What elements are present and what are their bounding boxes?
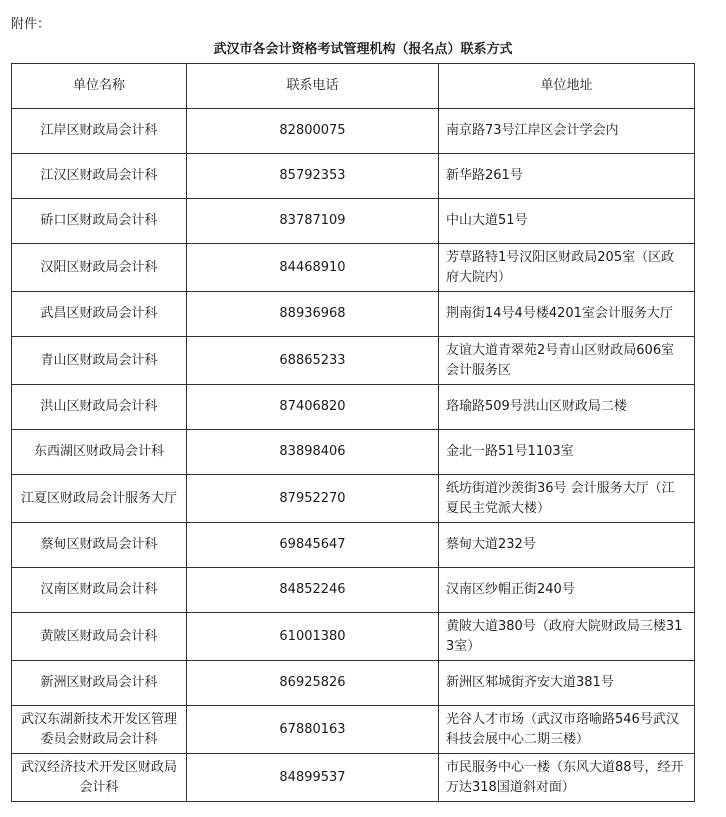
address-cell: 中山大道51号 bbox=[439, 199, 695, 244]
unit-name-cell: 蔡甸区财政局会计科 bbox=[12, 523, 187, 568]
header-phone: 联系电话 bbox=[187, 64, 439, 109]
table-row bbox=[12, 199, 695, 244]
document-title: 武汉市各会计资格考试管理机构（报名点）联系方式 bbox=[213, 42, 513, 57]
address-cell: 新华路261号 bbox=[439, 154, 695, 199]
phone-cell: 84899537 bbox=[187, 754, 439, 802]
table-row bbox=[12, 754, 695, 802]
address-cell: 金北一路51号1103室 bbox=[439, 430, 695, 475]
phone-cell: 82800075 bbox=[187, 109, 439, 154]
table-row bbox=[12, 430, 695, 475]
table-header-row bbox=[12, 64, 695, 109]
address-cell: 黄陂大道380号（政府大院财政局三楼313室） bbox=[439, 613, 695, 661]
contacts-table bbox=[11, 63, 695, 802]
table-row bbox=[12, 706, 695, 754]
unit-name-cell: 汉阳区财政局会计科 bbox=[12, 244, 187, 292]
unit-name-cell: 青山区财政局会计科 bbox=[12, 337, 187, 385]
phone-cell: 67880163 bbox=[187, 706, 439, 754]
address-cell: 新洲区邾城街齐安大道381号 bbox=[439, 661, 695, 706]
table-row bbox=[12, 613, 695, 661]
table-row bbox=[12, 523, 695, 568]
address-cell: 蔡甸大道232号 bbox=[439, 523, 695, 568]
table-row bbox=[12, 661, 695, 706]
unit-name-cell: 硚口区财政局会计科 bbox=[12, 199, 187, 244]
unit-name-cell: 武汉经济技术开发区财政局会计科 bbox=[12, 754, 187, 802]
phone-cell: 69845647 bbox=[187, 523, 439, 568]
unit-name-cell: 江夏区财政局会计服务大厅 bbox=[12, 475, 187, 523]
phone-cell: 68865233 bbox=[187, 337, 439, 385]
phone-cell: 61001380 bbox=[187, 613, 439, 661]
unit-name-cell: 武汉东湖新技术开发区管理委员会财政局会计科 bbox=[12, 706, 187, 754]
header-unit-name: 单位名称 bbox=[12, 64, 187, 109]
unit-name-cell: 江汉区财政局会计科 bbox=[12, 154, 187, 199]
address-cell: 南京路73号江岸区会计学会内 bbox=[439, 109, 695, 154]
phone-cell: 85792353 bbox=[187, 154, 439, 199]
phone-cell: 83787109 bbox=[187, 199, 439, 244]
phone-cell: 83898406 bbox=[187, 430, 439, 475]
table-row bbox=[12, 154, 695, 199]
phone-cell: 87406820 bbox=[187, 385, 439, 430]
phone-cell: 84468910 bbox=[187, 244, 439, 292]
attachment-label: 附件： bbox=[11, 17, 51, 32]
table-row bbox=[12, 292, 695, 337]
phone-cell: 88936968 bbox=[187, 292, 439, 337]
address-cell: 汉南区纱帽正街240号 bbox=[439, 568, 695, 613]
address-cell: 光谷人才市场（武汉市珞喻路546号武汉科技会展中心二期三楼） bbox=[439, 706, 695, 754]
address-cell: 芳草路特1号汉阳区财政局205室（区政府大院内） bbox=[439, 244, 695, 292]
table-row bbox=[12, 568, 695, 613]
unit-name-cell: 江岸区财政局会计科 bbox=[12, 109, 187, 154]
table-row bbox=[12, 475, 695, 523]
table-row bbox=[12, 337, 695, 385]
phone-cell: 86925826 bbox=[187, 661, 439, 706]
table-row bbox=[12, 385, 695, 430]
unit-name-cell: 汉南区财政局会计科 bbox=[12, 568, 187, 613]
unit-name-cell: 新洲区财政局会计科 bbox=[12, 661, 187, 706]
unit-name-cell: 洪山区财政局会计科 bbox=[12, 385, 187, 430]
phone-cell: 84852246 bbox=[187, 568, 439, 613]
address-cell: 荆南街14号4号楼4201室会计服务大厅 bbox=[439, 292, 695, 337]
address-cell: 市民服务中心一楼（东风大道88号，经开万达318国道斜对面） bbox=[439, 754, 695, 802]
address-cell: 友谊大道青翠苑2号青山区财政局606室会计服务区 bbox=[439, 337, 695, 385]
table-row bbox=[12, 244, 695, 292]
phone-cell: 87952270 bbox=[187, 475, 439, 523]
unit-name-cell: 武昌区财政局会计科 bbox=[12, 292, 187, 337]
address-cell: 纸坊街道沙羡街36号 会计服务大厅（江夏民主党派大楼） bbox=[439, 475, 695, 523]
unit-name-cell: 东西湖区财政局会计科 bbox=[12, 430, 187, 475]
address-cell: 珞瑜路509号洪山区财政局二楼 bbox=[439, 385, 695, 430]
header-address: 单位地址 bbox=[439, 64, 695, 109]
table-row bbox=[12, 109, 695, 154]
unit-name-cell: 黄陂区财政局会计科 bbox=[12, 613, 187, 661]
